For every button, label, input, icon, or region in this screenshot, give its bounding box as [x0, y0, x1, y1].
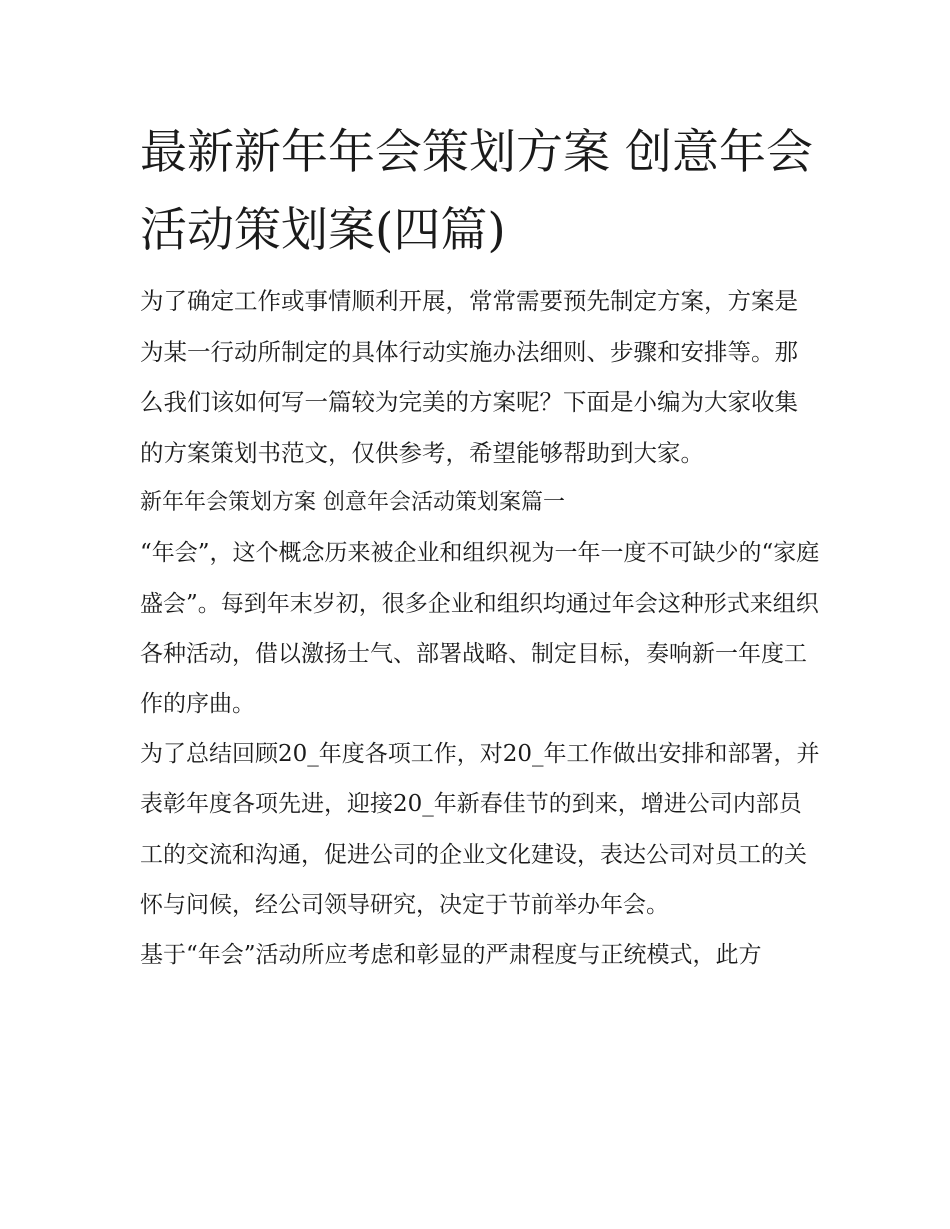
- document-body: [140, 114, 820, 980]
- section-heading: 新年年会策划方案 创意年会活动策划案篇一: [140, 490, 565, 516]
- body-paragraph-1: “年会”，这个概念历来被企业和组织视为一年一度不可缺少的“家庭盛会”。每到年末岁初，很多企业和组织均通过年会这种形式来组织各种活动，借以激扬士气、部署战略、制定目标，奏响新一年度工作的序曲。: [140, 540, 820, 717]
- intro-paragraph: 为了确定工作或事情顺利开展，常常需要预先制定方案，方案是为某一行动所制定的具体行动实施办法细则、步骤和安排等。那么我们该如何写一篇较为完美的方案呢？下面是小编为大家收集的方案策划书范文，仅供参考，希望能够帮助到大家。: [140, 287, 798, 467]
- body-paragraph-3: 基于“年会”活动所应考虑和彰显的严肃程度与正统模式，此方: [140, 942, 762, 968]
- body-paragraph-2: 为了总结回顾20_年度各项工作，对20_年工作做出安排和部署，并表彰年度各项先进，迎接20_年新春佳节的到来，增进公司内部员工的交流和沟通，促进公司的企业文化建设，表达公司对员工的关怀与问候，经公司领导研究，决定于节前举办年会。: [140, 741, 820, 918]
- document-title: 最新新年年会策划方案 创意年会活动策划案(四篇): [140, 125, 813, 258]
